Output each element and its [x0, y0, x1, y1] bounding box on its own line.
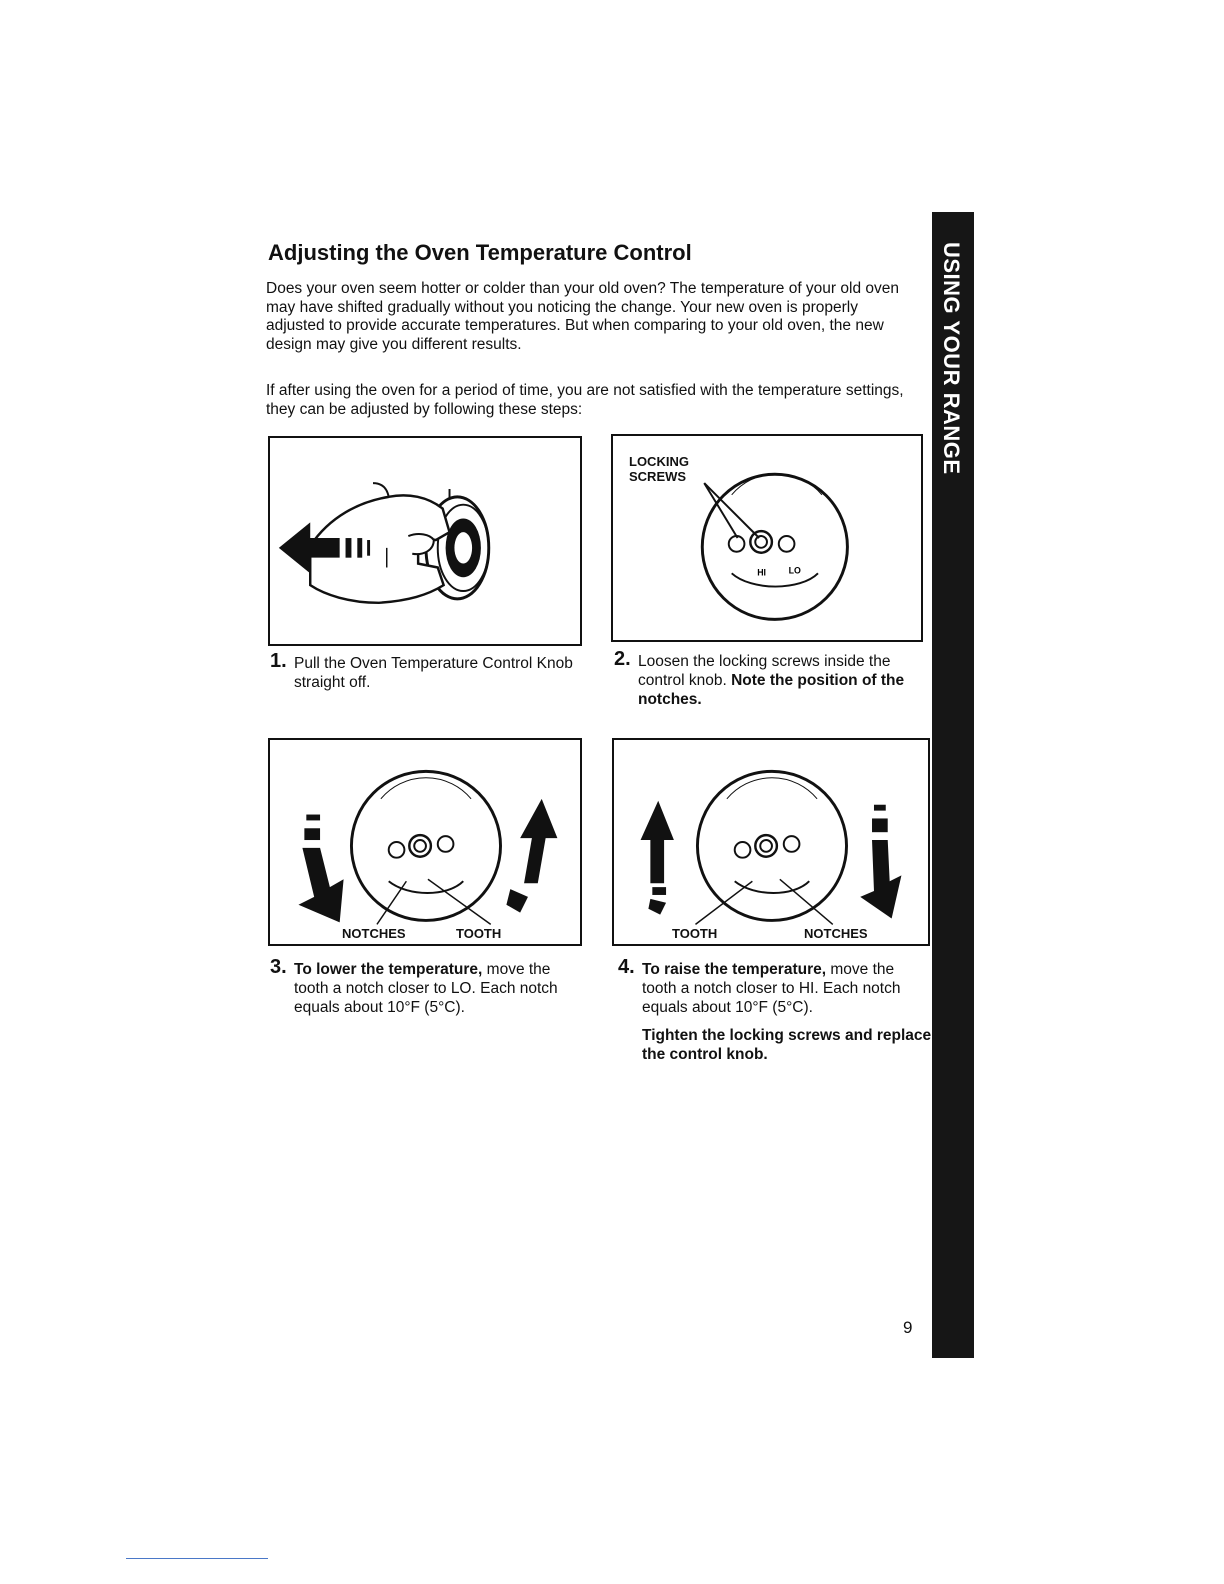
figure-lower-temperature	[268, 738, 582, 946]
hand-pulling-knob-illustration	[270, 438, 580, 644]
step-1	[270, 650, 580, 692]
dial-hi-mark: HI	[757, 567, 767, 578]
step-2-text: Loosen the locking screws inside the control knob.	[638, 653, 891, 689]
tooth-label: TOOTH	[672, 926, 718, 941]
step-4-bold: To raise the temperature,	[642, 961, 827, 978]
step-4-text: move the tooth a notch closer to HI. Each notch equals about 10°F (5°C).	[642, 961, 901, 1016]
knob-lower-temp-illustration	[270, 740, 580, 944]
intro-paragraph-1: Does your oven seem hotter or colder than your old oven? The temperature of your old oven may have shifted gradually without you noticing the change. Your new oven is properly adjusted to provide accurate temperatures. But when comparing to your old oven, the new design may give you different results.	[266, 280, 899, 353]
step-3-number: 3.	[270, 956, 287, 978]
step-2	[614, 648, 914, 709]
step-4-number: 4.	[618, 956, 635, 978]
figure-pull-knob	[268, 436, 582, 646]
step-3-bold: To lower the temperature,	[294, 961, 483, 978]
step-1-text: Pull the Oven Temperature Control Knob straight off.	[294, 655, 573, 691]
side-tab	[932, 212, 974, 1358]
notches-label: NOTCHES	[342, 926, 406, 941]
step-2-number: 2.	[614, 648, 631, 670]
dial-lo-mark: LO	[788, 565, 801, 576]
step-2-bold: Note the position of the notches.	[638, 672, 905, 708]
side-tab-label: USING YOUR RANGE	[939, 242, 964, 475]
final-instruction: Tighten the locking screws and replace the control knob.	[642, 1027, 932, 1063]
step-3	[270, 956, 570, 1017]
notches-label: NOTCHES	[804, 926, 868, 941]
figure-raise-temperature	[612, 738, 930, 946]
tooth-label: TOOTH	[456, 926, 502, 941]
page-title: Adjusting the Oven Temperature Control	[268, 240, 692, 265]
step-3-text: move the tooth a notch closer to LO. Each notch equals about 10°F (5°C).	[294, 961, 558, 1016]
footer-rule	[126, 1558, 268, 1559]
figure-locking-screws	[611, 434, 923, 642]
intro-paragraph-2: If after using the oven for a period of time, you are not satisfied with the temperature settings, they can be adjusted by following these steps:	[266, 382, 904, 418]
knob-raise-temp-illustration	[614, 740, 928, 944]
step-4	[618, 956, 928, 1017]
page-number: 9	[903, 1318, 913, 1337]
step-1-number: 1.	[270, 650, 287, 672]
locking-screws-label: LOCKING SCREWS	[629, 454, 689, 484]
